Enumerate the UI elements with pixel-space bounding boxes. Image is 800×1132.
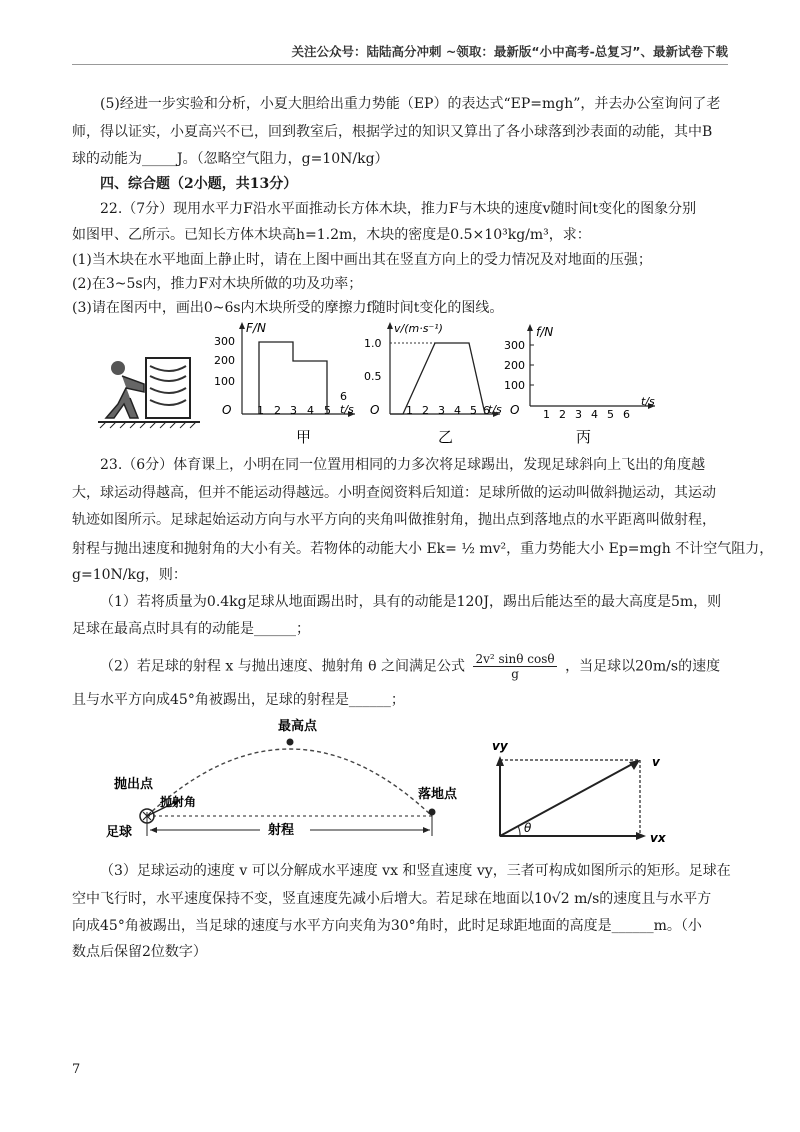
text-line: (5)经进一步实验和分析，小夏大胆给出重力势能（EP）的表达式“EP=mgh”，并去办公室询问了老 [100,96,721,112]
x-axis-label: t/s [641,395,655,408]
label-angle: 抛射角 [160,795,197,809]
text-line: 射程与抛出速度和抛射角的大小有关。若物体的动能大小 Ek= ½ mv²，重力势能大小 Ep=mgh 不计空气阻力， [72,541,774,557]
y-tick-label: 200 [214,354,235,367]
x-tick-label: 4 [307,404,314,417]
figure-caption: 丙 [576,428,592,446]
header-rule [72,64,728,65]
x-tick-label: 5 [324,404,331,417]
x-tick-label: 3 [438,404,445,417]
text-line: 球的动能为_____J。（忽略空气阻力，g=10N/kg） [72,151,389,167]
page-header: 关注公众号：陆陆高分冲刺 ~领取：最新版“小中高考-总复习”、最新试卷下载 [291,44,728,59]
y-axis-label: F/N [246,321,266,335]
y-tick-label: 300 [504,339,525,352]
question-22-part1: (1)当木块在水平地面上静止时，请在上图中画出其在竖直方向上的受力情况及对地面的压强； [72,252,652,268]
x-tick-label: 1 [406,404,413,417]
formula-prefix: （2）若足球的射程 x 与抛出速度、抛射角 θ 之间满足公式 [100,658,466,675]
x-tick-label: 3 [575,408,582,421]
x-tick-label: 1 [543,408,550,421]
x-tick-label: 2 [422,404,429,417]
text-line: 数点后保留2位数字） [72,944,207,960]
top-point [287,739,294,746]
y-axis-label: f/N [536,325,554,339]
velocity-rectangle-figure [488,738,678,846]
question-22-part3: (3)请在图丙中，画出0~6s内木块所受的摩擦力f随时间t变化的图线。 [72,300,504,316]
text-line: 如图甲、乙所示。已知长方体木块高h=1.2m，木块的密度是0.5×10³kg/m³，求： [72,227,591,243]
y-tick-label: 0.5 [364,370,382,383]
chart-bing [500,318,670,448]
question-23-stem: 23.（6分）体育课上，小明在同一位置用相同的力多次将足球踢出，发现足球斜向上飞出的角度越 [100,457,706,473]
chart-jia [200,318,360,448]
x-axis-label: t/s [340,403,354,416]
formula-denominator: g [511,667,519,681]
x-axis-label: t/s [488,403,502,416]
label-land: 落地点 [418,787,458,802]
label-vy: vy [492,739,508,753]
x-tick-label: 2 [559,408,566,421]
figure-caption: 乙 [438,428,454,446]
origin-label: O [510,403,520,417]
text-line: 轨迹如图所示。足球起始运动方向与水平方向的夹角叫做推射角，抛出点到落地点的水平距离叫做射程， [72,512,716,528]
x-tick-label: 2 [274,404,281,417]
text-line: 大，球运动得越高，但并不能运动得越远。小明查阅资料后知道：足球所做的运动叫做斜抛运动，其运动 [72,485,716,501]
y-tick-label: 100 [504,379,525,392]
text-line: 师，得以证实，小夏高兴不已，回到教室后，根据学过的知识又算出了各小球落到沙表面的动能，其中B [72,124,713,140]
text-line: 足球在最高点时具有的动能是______； [72,621,310,637]
y-tick-label: 1.0 [364,337,382,350]
text-line: 且与水平方向成45°角被踢出，足球的射程是______； [72,692,405,708]
x-tick-label: 5 [470,404,477,417]
question-23-part1: （1）若将质量为0.4kg足球从地面踢出时，具有的动能是120J，踢出后能达至的最大高度是5m，则 [100,594,722,610]
text-line: 空中飞行时，水平速度保持不变，竖直速度先减小后增大。若足球在地面以10√2 m/s的速度且与水平方 [72,891,712,907]
x-tick-label: 4 [591,408,598,421]
x-tick-label: 6 [340,390,347,403]
chart-yi [350,318,510,448]
formula-suffix: ，当足球以20m/s的速度 [565,658,721,675]
text-line: g=10N/kg，则： [72,567,187,583]
pusher-block-figure [96,346,202,436]
label-v: v [652,755,660,769]
origin-label: O [222,403,232,417]
x-tick-label: 6 [623,408,630,421]
formula-numerator: 2v² sinθ cosθ [475,652,555,666]
question-22-stem: 22.（7分）现用水平力F沿水平面推动长方体木块，推力F与木块的速度v随时间t变化的图象分别 [100,201,697,217]
figure-caption: 甲 [296,428,312,446]
range-formula [473,652,556,681]
y-tick-label: 300 [214,335,235,348]
y-tick-label: 200 [504,359,525,372]
x-tick-label: 3 [290,404,297,417]
label-range: 射程 [268,823,295,838]
text-line: 向成45°角被踢出，当足球的速度与水平方向夹角为30°角时，此时足球距地面的高度是______m。（小 [72,918,702,934]
label-launch: 抛出点 [114,777,154,792]
x-tick-label: 4 [454,404,461,417]
y-tick-label: 100 [214,375,235,388]
x-tick-label: 6 [483,404,490,417]
question-22-part2: (2)在3~5s内，推力F对木块所做的功及功率； [72,276,363,292]
label-theta: θ [524,821,532,835]
label-vx: vx [650,831,666,845]
x-tick-label: 5 [607,408,614,421]
page-number: 7 [72,1062,81,1077]
question-23-part2 [100,652,720,681]
trajectory-figure [100,712,470,846]
y-axis-label: v/(m·s⁻¹) [394,322,443,335]
section-heading: 四、综合题（2小题，共13分） [100,176,298,192]
origin-label: O [370,403,380,417]
x-tick-label: 1 [257,404,264,417]
label-top: 最高点 [278,719,318,734]
question-23-part3: （3）足球运动的速度 v 可以分解成水平速度 vx 和竖直速度 vy，三者可构成如图所示的矩形。足球在 [100,863,731,879]
label-ball: 足球 [106,825,133,840]
